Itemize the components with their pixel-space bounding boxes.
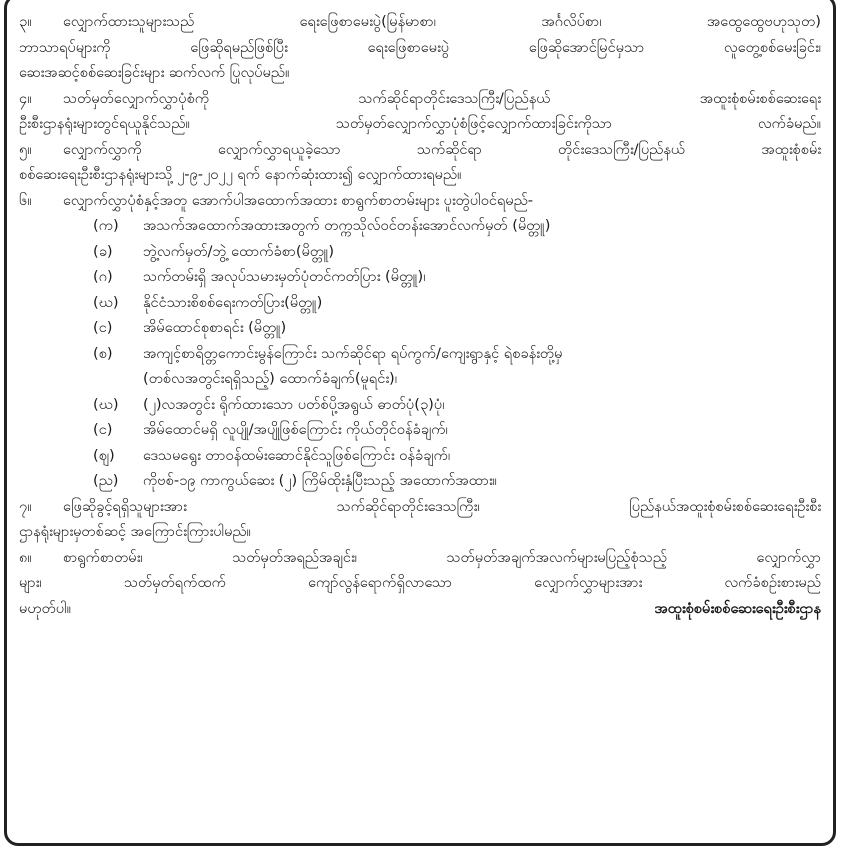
- list-item: [19, 264, 821, 290]
- line-text: လျှောက်လွှာပုံစံနှင့်အတူ အောက်ပါအထောက်အထား စာရွက်စာတမ်းများ ပူးတွဲပါဝင်ရမည်-: [63, 191, 534, 209]
- item-text: ဘွဲ့လက်မှတ်/ဘွဲ့ ထောက်ခံစာ(မိတ္တူ): [143, 242, 335, 260]
- line-text: ဆေးအဆင့်စစ်ဆေးခြင်းများ ဆက်လက် ပြုလုပ်မည်။: [19, 64, 290, 81]
- para-5-line-1: [19, 137, 821, 163]
- item-label: (ဃ): [93, 293, 119, 311]
- para-7-line-2: [19, 519, 821, 545]
- para-3-line-2: [19, 35, 821, 61]
- closing-text: မဟုတ်ပါ။: [19, 599, 72, 617]
- para-number: ၈။: [19, 548, 32, 566]
- line-text: ဦးစီးဌာနရုံးများတွင်ရယူနိုင်သည်။ သတ်မှတ်လျှောက်လွှာပုံစံဖြင့်လျှောက်ထားခြင်းကိုသာ လက်ခံမည်။: [19, 115, 821, 132]
- para-number: ၃။: [19, 13, 32, 30]
- list-item: [19, 417, 821, 443]
- item-text: အိမ်ထောင်မရှိ လူပျို/အပျိုဖြစ်ကြောင်း ကိုယ်တိုင်ဝန်ခံချက်၊: [143, 421, 448, 438]
- line-text: စာရွက်စာတမ်း၊ သတ်မှတ်အရည်အချင်း၊ သတ်မှတ်အချက်အလက်များမပြည့်စုံသည့် လျှောက်လွှာ: [63, 548, 821, 566]
- item-label: (ခ): [93, 242, 113, 260]
- para-8-line-2: [19, 570, 821, 596]
- item-label: (ည): [93, 472, 119, 489]
- list-item: [19, 392, 821, 418]
- list-item: [19, 341, 821, 367]
- item-text: ကိုဗစ်-၁၉ ကာကွယ်ဆေး (၂) ကြိမ်ထိုးနှံပြီးသည့် အထောက်အထား။: [143, 472, 497, 489]
- item-text: သက်တမ်းရှိ အလုပ်သမားမှတ်ပုံတင်ကတ်ပြား (မိတ္တူ)၊: [143, 268, 426, 285]
- para-number: ၅။: [19, 140, 32, 158]
- document-frame: [4, 0, 836, 846]
- line-text: သတ်မှတ်လျှောက်လွှာပုံစံကို သက်ဆိုင်ရာတိုင်းဒေသကြီး/ပြည်နယ် အထူးစုံစမ်းစစ်ဆေးရေး: [63, 89, 821, 107]
- item-text: (တစ်လအတွင်းရရှိသည့်) ထောက်ခံချက်(မူရင်း)၊: [143, 370, 398, 387]
- line-text: များ၊ သတ်မှတ်ရက်ထက် ကျော်လွန်ရောက်ရှိလာသော လျှောက်လွှာများအား လက်ခံစဉ်းစားမည်: [19, 574, 821, 591]
- item-text: အသက်အထောက်အထားအတွက် တက္ကသိုလ်ဝင်တန်းအောင်လက်မှတ် (မိတ္တူ): [143, 217, 551, 234]
- para-3-line-3: [19, 60, 821, 86]
- list-item: [19, 315, 821, 341]
- list-item: [19, 290, 821, 316]
- line-text: ဌာနရုံးများမှတစ်ဆင့် အကြောင်းကြားပါမည်။: [19, 523, 251, 540]
- line-text: စစ်ဆေးရေးဦးစီးဌာနရုံးများသို့ ၂-၉-၂၀၂၂ ရက် နောက်ဆုံးထား၍ လျှောက်ထားရမည်။: [19, 166, 462, 183]
- line-text: ဖြေဆိုခွင့်ရရှိသူများအား သက်ဆိုင်ရာတိုင်းဒေသကြီး၊ ပြည်နယ်အထူးစုံစမ်းစစ်ဆေးရေးဦးစီး: [63, 497, 821, 515]
- list-item: [19, 213, 821, 239]
- item-label: (ဃ): [93, 395, 119, 413]
- signature: အထူးစုံစမ်းစစ်ဆေးရေးဦးစီးဌာန: [654, 599, 821, 617]
- item-text: ဒေသမရွေး တာဝန်ထမ်းဆောင်နိုင်သူဖြစ်ကြောင်း ဝန်ခံချက်၊: [143, 446, 451, 464]
- para-number: ၄။: [19, 89, 32, 107]
- para-7-line-1: [19, 494, 821, 520]
- line-text: လျှောက်လွှာကို လျှောက်လွှာရယူခဲ့သော သက်ဆိုင်ရာ တိုင်းဒေသကြီး/ပြည်နယ် အထူးစုံစမ်း: [63, 140, 821, 158]
- item-label: (စ): [93, 344, 113, 362]
- para-5-line-2: [19, 162, 821, 188]
- list-item: [19, 239, 821, 265]
- item-label: (င): [93, 421, 113, 438]
- item-label: (င): [93, 319, 113, 336]
- item-label: (ဈ): [93, 446, 115, 464]
- list-item: [19, 468, 821, 494]
- para-4-line-1: [19, 86, 821, 112]
- para-4-line-2: [19, 111, 821, 137]
- item-label: (ဂ): [93, 268, 113, 285]
- para-3-line-1: [19, 9, 821, 35]
- list-item-continuation: [19, 366, 821, 392]
- line-text: လျှောက်ထားသူများသည် ရေးဖြေစာမေးပွဲ(မြန်မာစာ၊ အင်္ဂလိပ်စာ၊ အထွေထွေဗဟုသုတ): [63, 13, 821, 30]
- line-text: ဘာသာရပ်များကို ဖြေဆိုရမည်ဖြစ်ပြီး ရေးဖြေစာမေးပွဲ ဖြေဆိုအောင်မြင်မှသာ လူတွေ့စစ်မေးခြင်း၊: [19, 38, 821, 56]
- para-number: ၆။: [19, 191, 32, 209]
- list-item: [19, 443, 821, 469]
- item-label: (က): [93, 217, 119, 234]
- item-text: (၂)လအတွင်း ရိုက်ထားသော ပတ်စ်ပို့အရွယ် ဓာတ်ပုံ(၃)ပုံ၊: [143, 395, 445, 413]
- closing-row: [19, 596, 821, 622]
- para-number: ၇။: [19, 497, 32, 515]
- item-text: နိုင်ငံသားစိစစ်ရေးကတ်ပြား(မိတ္တူ): [143, 293, 323, 311]
- para-6-line-1: [19, 188, 821, 214]
- item-text: အိမ်ထောင်စုစာရင်း (မိတ္တူ): [143, 319, 287, 336]
- item-text: အကျင့်စာရိတ္တကောင်းမွန်ကြောင်း သက်ဆိုင်ရာ ရပ်ကွက်/ကျေးရွာနှင့် ရဲစခန်းတို့မှ: [143, 344, 563, 362]
- para-8-line-1: [19, 545, 821, 571]
